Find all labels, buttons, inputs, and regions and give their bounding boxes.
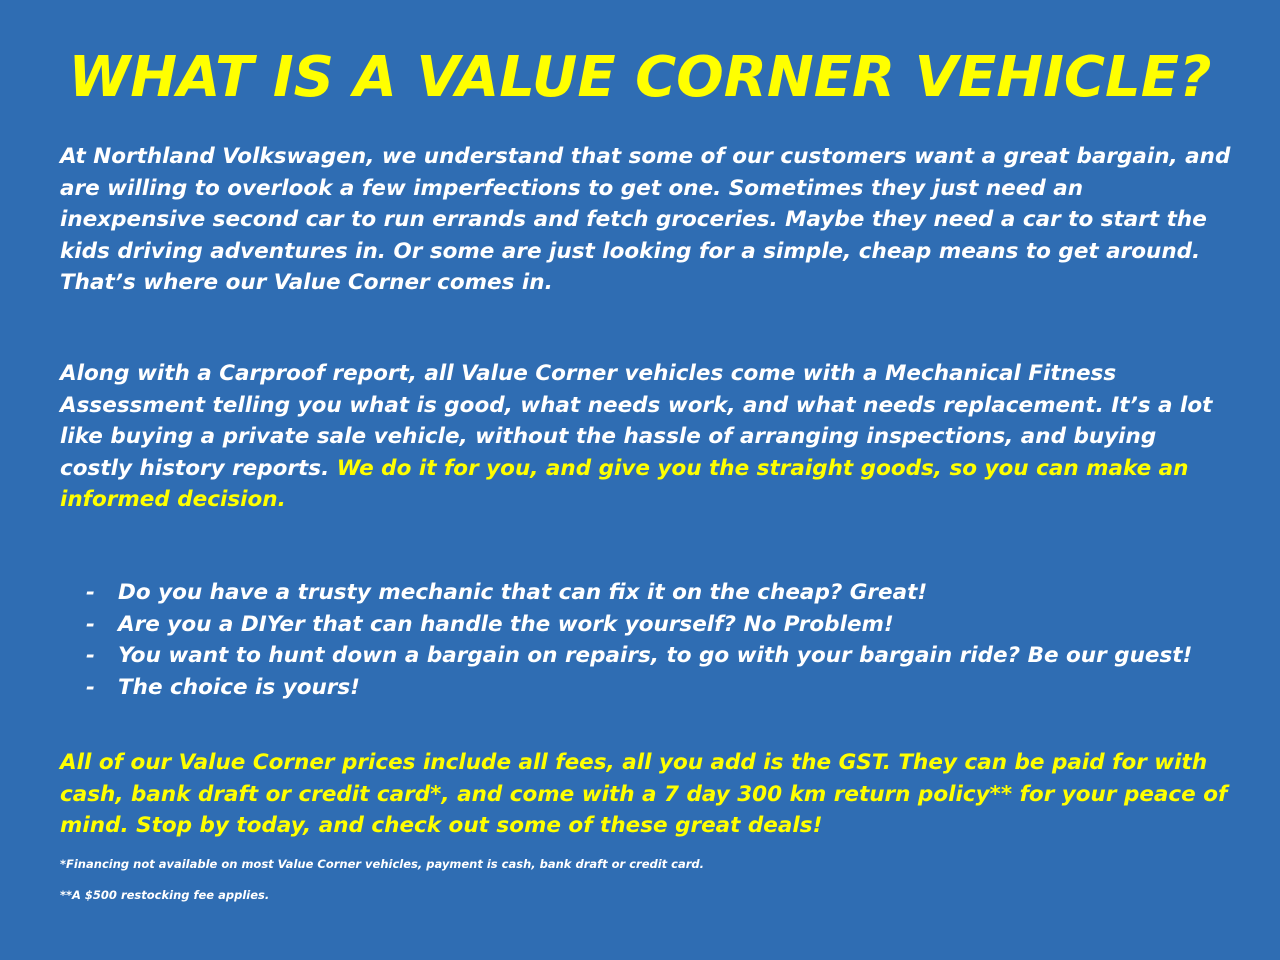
restocking-footnote: **A $500 restocking fee applies. [60, 888, 270, 902]
pricing-paragraph: All of our Value Corner prices include all fees, all you add is the GST. They can be paid for with cash, bank draft or credit card*, and come with a 7 day 300 km return policy** for your peace of mind. Stop by today, and check out some of these great deals! [60, 750, 1228, 838]
list-item-text: Are you a DIYer that can handle the work yourself? No Problem! [118, 611, 894, 637]
list-item-text: Do you have a trusty mechanic that can fix it on the cheap? Great! [118, 580, 928, 605]
page-title: WHAT IS A VALUE CORNER VEHICLE? [68, 45, 1212, 110]
intro-paragraph: At Northland Volkswagen, we understand that some of our customers want a great bargain, and are willing to overlook a few imperfections to get one. Sometimes they just need an inexpensive second car to run errands and fetch groceries. Maybe they need a car to start the kids driving adventures in. Or some are just looking for a simple, cheap means to get around. That’s where our Value Corner comes in. [60, 144, 1231, 295]
list-item-text: The choice is yours! [118, 674, 360, 700]
carproof-paragraph [60, 358, 1235, 516]
list-item-text: You want to hunt down a bargain on repairs, to go with your bargain ride? Be our guest! [118, 643, 1193, 668]
list-item [86, 672, 1246, 704]
list-item [86, 609, 1246, 641]
bullet-dash: - [86, 643, 95, 668]
bullet-dash: - [86, 611, 95, 637]
financing-footnote: *Financing not available on most Value Corner vehicles, payment is cash, bank draft or credit card. [60, 857, 705, 871]
bullet-dash: - [86, 674, 95, 700]
list-item [86, 640, 1246, 672]
list-item [86, 577, 1246, 609]
bullet-dash: - [86, 580, 95, 605]
carproof-paragraph-text: Along with a Carproof report, all Value Corner vehicles come with a Mechanical Fitness Assessment telling you what is good, what needs work, and what needs replacement. It’s a lot like buying a private sale vehicle, without the hassle of arranging inspections, and buying costly history reports. [60, 361, 1213, 481]
carproof-paragraph-highlight: We do it for you, and give you the straight goods, so you can make an informed decision. [60, 455, 1189, 512]
options-list [86, 577, 1246, 703]
